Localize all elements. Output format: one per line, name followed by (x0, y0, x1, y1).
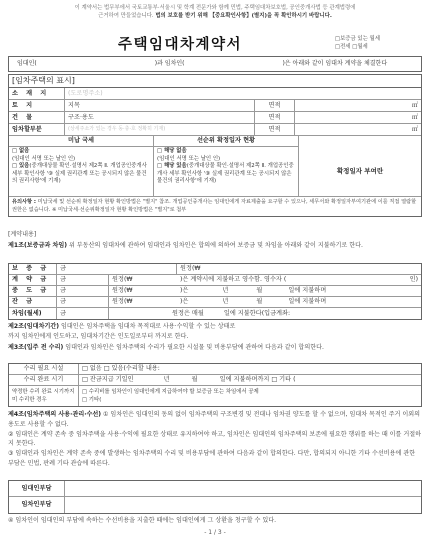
tenant-burden-label: 임차인부담 (9, 497, 65, 513)
repair-table (8, 363, 422, 407)
down-payment-label: 계 약 금 (9, 275, 57, 286)
deposit-label: 보 증 금 (9, 264, 57, 275)
building-structure: 구조·용도 (65, 112, 255, 124)
row-building (9, 112, 421, 124)
article-4-para-2: ② 임대인은 계약 존속 중 임차주택을 사용·수익에 필요한 상태로 유지하여야 하고, 임차인은 임대인의 임차주택의 보존에 필요한 행위를 하는 때 이를 거절하지 못한다. (8, 430, 422, 448)
row-repair-deadline (9, 375, 421, 386)
lease-part-field[interactable]: (상세주소가 있는 경우 동·층·호 정확히 기재) (65, 124, 255, 136)
row-lease-part (9, 124, 421, 136)
article-1: 제1조(보증금과 차임) 위 부동산의 임대차에 관하여 임대인과 임차인은 합의에 의하여 보증금 및 차임을 아래와 같이 지불하기로 한다. (8, 242, 363, 249)
rent-label: 차임(월세) (9, 308, 57, 319)
interim-date: )은 년 월 일에 지불하며 (177, 286, 421, 297)
prior-yes-checkbox[interactable]: □ 해당 있음 (157, 163, 187, 170)
intro-notice (12, 4, 418, 20)
page-number: - 1 / 3 - (204, 529, 226, 536)
balance-label: 잔 금 (9, 297, 57, 308)
article-4 (8, 410, 422, 469)
prior-date-options: □ 해당 없음 (임대인 서명 또는 날인 인) □ 해당 있음(중개대상물 확인·설명서 제2쪽 Ⅱ. 개업공인중개사 세부 확인사항 '⑨ 실제 권리관계 또는 공시되지 않은 물건의 권리사항'에 기재) (154, 147, 299, 197)
document-title: 주택임대차계약서 (118, 37, 243, 53)
repair-unfinished-options[interactable]: □ 수리비를 임차인이 임대인에게 지급하여야 할 보증금 또는 차임에서 공제 □ 기타( (82, 388, 259, 403)
prior-date-heading: 선순위 확정일자 현황 (154, 136, 299, 147)
landlord-burden-field[interactable] (65, 481, 421, 497)
repair-unfinished-label: 약정한 수리 완료 시기까지 미 수리한 경우 (9, 386, 79, 406)
payment-table (8, 263, 422, 320)
contract-type-options (335, 35, 380, 52)
tenant-label: )과 임차인( (154, 60, 185, 68)
row-balance: 잔 금 금 원정(₩ )은 년 월 일에 지불하며 (9, 297, 421, 308)
row-down-payment: 계 약 금 금 원정(₩ )은 계약시에 지불하고 영수함. 영수자 ( 인) (9, 275, 421, 286)
address-label: 소 재 지 (9, 88, 65, 100)
landlord-label: 임대인( (17, 60, 37, 68)
repair-deadline-label: 수리 완료 시기 (9, 375, 79, 386)
repair-needed-label: 수리 필요 시설 (9, 364, 79, 375)
option-jeonse: □전세 □월세 (335, 44, 368, 51)
property-section (8, 74, 422, 217)
repair-deadline-options[interactable]: □ 잔금지급 기일인 년 월 일에 지불하며 까지 □ 기타 ( (79, 375, 421, 386)
tax-none-checkbox[interactable]: □ 없음 (12, 148, 30, 154)
cost-share-table (8, 480, 422, 514)
prior-none-checkbox[interactable]: □ 해당 없음 (157, 148, 187, 154)
land-type: 지목 (65, 100, 255, 112)
land-label: 토 지 (9, 100, 65, 112)
balance-date: )은 년 월 일에 지불하며 (177, 297, 421, 308)
interim-label: 중 도 금 (9, 286, 57, 297)
row-status-head (9, 136, 421, 147)
address-field[interactable]: (도로명주소) (65, 88, 421, 100)
row-landlord-burden (9, 481, 421, 497)
land-area-label: 면적 (255, 100, 295, 112)
article-3: 제3조(입주 전 수리) 임대인과 임차인은 임차주택의 수리가 필요한 시설물 및 비용부담에 관하여 다음과 같이 합의한다. (8, 344, 324, 351)
lease-part-label: 임차할부분 (9, 124, 65, 136)
article-4-para-3: ③ 임대인과 임차인은 계약 존속 중에 발생하는 임차주택의 수리 및 비용부담에 관하여 다음과 같이 합의한다. 다만, 합의되지 아니한 기타 수선비용에 관한 부담은 민법, 판례 기타 관습에 따른다. (8, 450, 416, 467)
property-heading: [임차주택의 표시] (9, 75, 421, 88)
unpaid-tax-options: □ 없음 (임대인 서명 또는 날인 인) □ 있음(중개대상물 확인·설명서 제2쪽 Ⅱ. 개업공인중개사 세부 확인사항 '⑨ 실제 권리관계 또는 공시되지 않은 물건의 권리사항'에 기재) (9, 147, 154, 197)
intro-line-1: 이 계약서는 법무부에서 국토교통부·서울시 및 학계 전문가와 함께 민법, 주택임대차보호법, 공인중개사법 등 관계법령에 (74, 5, 356, 11)
deposit-won[interactable]: 금 (57, 264, 177, 275)
unpaid-tax-heading: 미납 국세 (9, 136, 154, 147)
caution-note: 유의사항 : 미납국세 및 선순위 확정일자 현황 확인방법은 "별지" 참조. 개업공인중개사는 임대인에게 자료제출을 요구할 수 있으나, 세무서와 확정일자부여기관에 이를 직접 열람할 권한은 없습니다. ※ 미납국세·선순위확정일자 현황 확인방법은 "별지"로 첨부 (12, 199, 417, 213)
row-repair-unfinished (9, 386, 421, 406)
article-4-para-4: ④ 임차인이 임대인의 부담에 속하는 수선비용을 지출한 때에는 임대인에게 그 상환을 청구할 수 있다. (8, 517, 277, 524)
row-land (9, 100, 421, 112)
rent-terms: 원정은 매월 일에 지불한다(입금계좌: (172, 309, 291, 317)
building-area-unit[interactable]: ㎡ (295, 112, 421, 124)
article-2: 제2조(임대차기간) 임대인은 임차주택을 임대차 목적대로 사용·수익할 수 있는 상태로 까지 임차인에게 인도하고, 임대차기간은 인도일로부터 까지로 한다. (8, 323, 236, 340)
party-rest: )은 아래와 같이 임대차 계약을 체결한다 (282, 60, 388, 68)
intro-line-2: 근거하여 만들었습니다. 법의 보호를 받기 위해 【중요확인사항】(별지)을 꼭 확인하시기 바랍니다. (98, 13, 332, 20)
tenant-burden-field[interactable] (65, 497, 421, 513)
row-deposit (9, 264, 421, 275)
landlord-burden-label: 임대인부담 (9, 481, 65, 497)
building-label: 건 물 (9, 112, 65, 124)
row-tenant-burden (9, 497, 421, 513)
terms-heading: [계약내용] (8, 231, 37, 238)
repair-needed-options[interactable]: □ 없음 □ 있음(수리할 내용: (79, 364, 421, 375)
fixed-date-stamp-area[interactable]: 확정일자 부여란 (299, 147, 421, 197)
party-line (8, 56, 422, 72)
lease-area-label: 면적 (255, 124, 295, 136)
down-payment-receipt: )은 계약시에 지불하고 영수함. 영수자 ( 인) (177, 275, 421, 286)
article-4-para-1: 제4조(임차주택의 사용·관리·수선) ① 임차인은 임대인의 동의 없이 임차주택의 구조변경 및 전대나 임차권 양도를 할 수 없으며, 임대차 목적인 주거 이외의 용도로 사용할 수 없다. (8, 411, 421, 428)
row-address (9, 88, 421, 100)
tax-yes-checkbox[interactable]: □ 있음 (12, 163, 30, 170)
row-repair-needed (9, 364, 421, 375)
row-rent: 차임(월세) 금 원정은 매월 일에 지불한다(입금계좌: (9, 308, 421, 319)
row-status (9, 147, 421, 197)
deposit-amount[interactable]: 원정(₩ (177, 264, 421, 275)
lease-area-unit[interactable]: ㎡ (295, 124, 421, 136)
land-area-unit[interactable]: ㎡ (295, 100, 421, 112)
option-deposit-monthly[interactable]: □보증금 있는 월세 (335, 36, 380, 42)
row-interim: 중 도 금 금 원정(₩ )은 년 월 일에 지불하며 (9, 286, 421, 297)
building-area-label: 면적 (255, 112, 295, 124)
